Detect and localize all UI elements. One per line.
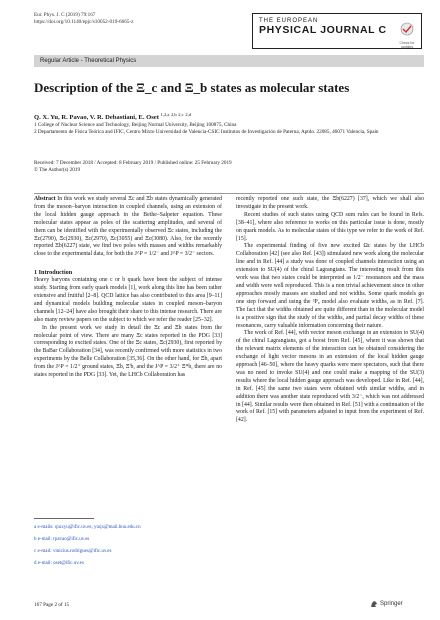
divider (34, 193, 424, 194)
footnote-email[interactable]: c e-mail: vinicius.rodrigues@ific.uv.es (34, 549, 112, 554)
author-sup: 2,d (185, 112, 191, 117)
received-dates: Received: 7 December 2018 / Accepted: 8 February 2019 / Published online: 25 February 2019 (34, 160, 232, 166)
publication-dates (34, 160, 424, 174)
footnote-email[interactable]: a e-mails: qiuxyu@ific.uv.es; yuqx@mail.bnu.edu.cn (34, 525, 141, 530)
footnote-email[interactable]: b e-mail: rpavao@ific.uv.es (34, 537, 90, 542)
citation-header (34, 12, 133, 26)
abstract-text: In this work we study several Ξc and Ξb states dynamically generated from the meson–baryon interaction in coupled channels, using an extension of the local hidden gauge approach in the Bethe–Salpeter equation. These molecular states appear as poles of the scattering amplitudes, and several of them can be identified with the experimentally observed Ξc states, including the Ξc(2790), Ξc(2930), Ξc(2970), Ξc(3055) and Ξc(3080). Also, for the recently reported Ξb(6227) state, we find two poles with masses and widths remarkably close to the experimental data, for both the J^P = 1/2⁻ and J^P = 3/2⁻ sectors. (34, 196, 222, 258)
doi-link[interactable]: https://doi.org/10.1140/epjc/s10052-019-6665-z (34, 19, 134, 25)
affiliation-1: 1 College of Nuclear Science and Technology, Beijing Normal University, Beijing 100875, China (34, 122, 237, 128)
section-heading: 1 Introduction (34, 269, 73, 277)
intro-paragraph-1: Heavy baryons containing one c or b quark have been the subject of intense study. Starting from early quark models [1], work along this line has been rather extensive and fruitful [2–8]. QCD lattice has also contributed to this area [9–11] and dynamical models building molecular states in coupled meson–baryon channels [12–24] have also brought their share to this intense research. There are also many review papers on the subject to which we refer the reader [25–32]. (34, 277, 222, 323)
crossmark-icon (398, 22, 416, 36)
author-list (34, 112, 424, 121)
footnote-divider (34, 518, 94, 519)
publisher-logo (370, 600, 403, 608)
author-sup: 1,2,a (160, 112, 170, 117)
intro-paragraph-2: In the present work we study in detail the Ξc and Ξb states from the molecular point of view. There are many Ξc states reported in the PDG [33] corresponding to excited states. One of the Ξc states, Ξc(2930), first reported by the BaBar Collaboration [34], was recently confirmed with more statistics in two experiments by the Belle Collaboration [35,36]. On the other hand, for Ξb, apart from the J^P = 1/2⁺ ground states, Ξb, Ξ'b, and the J^P = 3/2⁺ Ξ*b, there are no states reported in the PDG [33]. Yet, the LHCb Collaboration has (34, 324, 222, 379)
footnotes (34, 522, 222, 570)
journal-logo (252, 13, 422, 49)
journal-name-big: PHYSICAL JOURNAL C (259, 24, 387, 36)
citation-line: Eur. Phys. J. C (2019) 79:167 (34, 12, 96, 18)
right-paragraph-3: The experimental finding of five new excited Ωc states by the LHCb Collaboration [42] (see also Ref. [43]) stimulated new work along the molecular line and in Ref. [44] a study was done of coupled channels interaction using an extension to SU(4) of the chiral Lagrangians. The interesting result from this work was that two states could be interpreted as 1/2⁻ resonances and the mass and width were well reproduced. This is a non trivial achievement since in other approaches mostly masses are studied and not widths. Some quark models go one step forward and using the ³P₀ model also evaluate widths, as in Ref. [7]. The fact that the widths obtained are quite different than in the molecular model is a positive sign that the study of the widths, and partial decay widths of these resonances, carry valuable information concerning their nature. (236, 243, 424, 329)
paper-title: Description of the Ξ_c and Ξ_b states as molecular states (34, 80, 350, 95)
publisher-name: Springer (380, 601, 403, 607)
right-paragraph-4: The work of Ref. [44], with vector meson exchange in an extension to SU(4) of the chiral Lagrangians, got a boost from Ref. [45], where it was shown that the relevant matrix elements of the interaction can be obtained considering the exchange of light vector mesons in an extension of the local hidden gauge approach [46–50], where the heavy quarks were mere spectators, such that there was no need to invoke SU(4) and one could make a mapping of the SU(3) results where the local hidden gauge approach was developed. Like in Ref. [44], in Ref. [45] the same two states were obtained with similar widths, and in addition there was another state reproduced with 3/2⁻, which was not addressed in [44]. Similar results were then obtained in Ref. [51] with a continuation of the work of Ref. [15] with parameters adjusted to input from the experiment of Ref. [42]. (236, 330, 424, 424)
authors-text: Q. X. Yu, R. Pavao, V. R. Debastiani, E. Oset (34, 114, 159, 122)
article-type-banner: Regular Article - Theoretical Physics (34, 55, 424, 67)
author-sup: 2,b (171, 112, 177, 117)
author-sup: 2,c (178, 112, 184, 117)
abstract-label: Abstract (34, 196, 56, 202)
right-paragraph-1: recently reported one such state, the Ξb(6227) [37], which we shall also investigate in the present work. (236, 196, 424, 210)
copyright-notice: © The Author(s) 2019 (34, 167, 81, 173)
left-column (34, 196, 222, 380)
footnote-email[interactable]: d e-mail: oset@ific.uv.es (34, 561, 84, 566)
abstract (34, 196, 222, 259)
page-number: 167 Page 2 of 15 (34, 602, 70, 608)
right-column (236, 196, 424, 425)
crossmark-label: Check for updates (399, 41, 415, 49)
crossmark-badge[interactable] (398, 22, 416, 49)
affiliation-2: 2 Departamento de Física Teórica and IFIC, Centro Mixto Universidad de Valencia-CSIC Institutos de Investigación de Paterna, Aptdo. 22085, 46071 Valencia, Spain (34, 129, 379, 135)
journal-name-small: THE EUROPEAN (259, 18, 319, 24)
right-paragraph-2: Recent studies of such states using QCD sum rules can be found in Refs. [38–41], where also reference to works on this particular issue is done, mostly on quark models. As to molecular states of this type we refer to the work of Ref. [15]. (236, 211, 424, 242)
springer-horse-icon (370, 600, 378, 608)
affiliations (34, 122, 424, 136)
